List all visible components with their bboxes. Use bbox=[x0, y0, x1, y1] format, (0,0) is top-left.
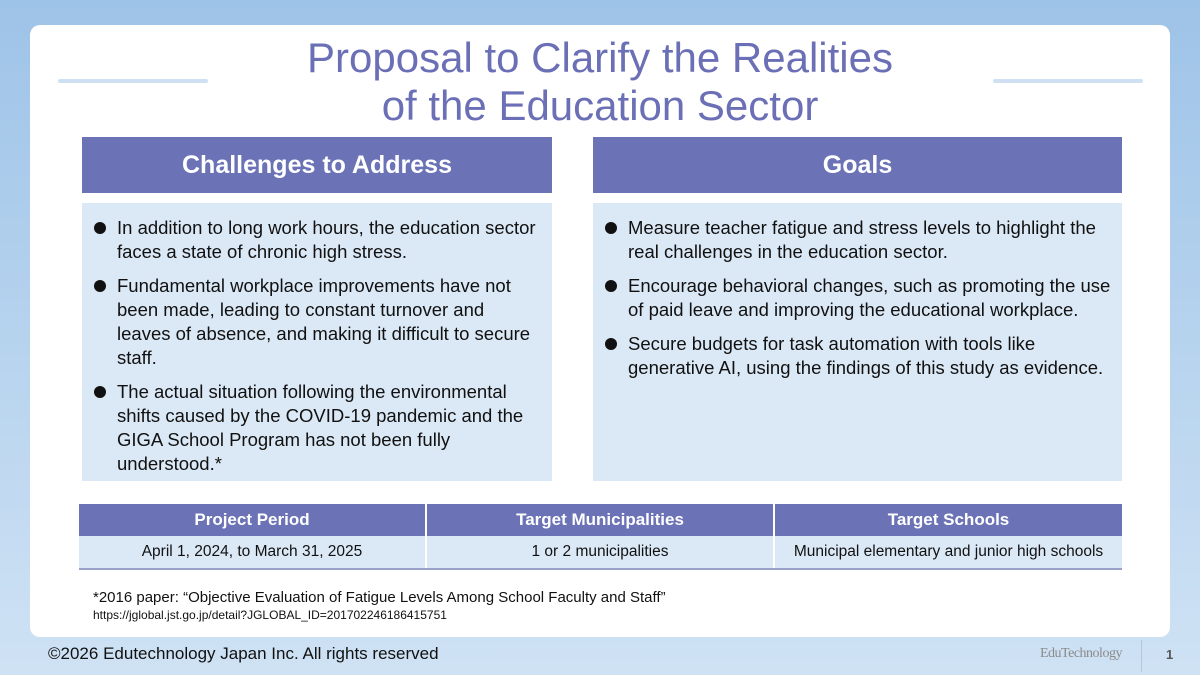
footnote-text: *2016 paper: “Objective Evaluation of Fatigue Levels Among School Faculty and Staff” bbox=[93, 589, 666, 606]
footnote-url: https://jglobal.jst.go.jp/detail?JGLOBAL_ID=201702246186415751 bbox=[93, 608, 447, 622]
bullet-icon bbox=[94, 386, 106, 398]
bullet-icon bbox=[605, 222, 617, 234]
goal-item bbox=[605, 274, 1116, 322]
challenge-item bbox=[94, 274, 540, 370]
slide-title bbox=[200, 34, 1000, 130]
challenge-item bbox=[94, 216, 540, 264]
copyright-text: ©2026 Edutechnology Japan Inc. All rights reserved bbox=[48, 644, 439, 663]
title-line-2: of the Education Sector bbox=[381, 82, 819, 129]
bullet-icon bbox=[605, 280, 617, 292]
footer-divider bbox=[1141, 640, 1142, 672]
goals-heading: Goals bbox=[593, 137, 1122, 193]
challenges-heading: Challenges to Address bbox=[82, 137, 552, 193]
value-project-period: April 1, 2024, to March 31, 2025 bbox=[79, 536, 427, 568]
page-number: 1 bbox=[1166, 647, 1174, 662]
challenge-text: The actual situation following the environmental shifts caused by the COVID-19 pandemic and the GIGA School Program has not been fully understood.* bbox=[117, 381, 524, 474]
goals-list bbox=[605, 216, 1116, 380]
company-logo: EduTechnology bbox=[1040, 646, 1122, 661]
goals-box bbox=[593, 203, 1122, 481]
footnote bbox=[93, 589, 666, 623]
challenge-item bbox=[94, 380, 540, 476]
header-target-municipalities: Target Municipalities bbox=[427, 504, 775, 536]
goal-item bbox=[605, 216, 1116, 264]
header-project-period: Project Period bbox=[79, 504, 427, 536]
project-info-table bbox=[79, 504, 1122, 570]
bullet-icon bbox=[605, 338, 617, 350]
table-row bbox=[79, 536, 1122, 568]
challenge-text: In addition to long work hours, the education sector faces a state of chronic high stress. bbox=[117, 217, 536, 262]
title-decor-line-left bbox=[58, 79, 208, 83]
goal-item bbox=[605, 332, 1116, 380]
title-decor-line-right bbox=[993, 79, 1143, 83]
challenges-box bbox=[82, 203, 552, 481]
header-target-schools: Target Schools bbox=[775, 504, 1122, 536]
table-header-row bbox=[79, 504, 1122, 536]
value-target-schools: Municipal elementary and junior high schools bbox=[775, 536, 1122, 568]
value-target-municipalities: 1 or 2 municipalities bbox=[427, 536, 775, 568]
challenges-list bbox=[94, 216, 540, 476]
bullet-icon bbox=[94, 222, 106, 234]
title-line-1: Proposal to Clarify the Realities bbox=[307, 34, 893, 81]
goal-text: Secure budgets for task automation with tools like generative AI, using the findings of this study as evidence. bbox=[628, 333, 1104, 378]
challenge-text: Fundamental workplace improvements have not been made, leading to constant turnover and leaves of absence, and making it difficult to secure staff. bbox=[117, 275, 531, 368]
goal-text: Measure teacher fatigue and stress levels to highlight the real challenges in the education sector. bbox=[628, 217, 1096, 262]
bullet-icon bbox=[94, 280, 106, 292]
goal-text: Encourage behavioral changes, such as promoting the use of paid leave and improving the educational workplace. bbox=[628, 275, 1111, 320]
